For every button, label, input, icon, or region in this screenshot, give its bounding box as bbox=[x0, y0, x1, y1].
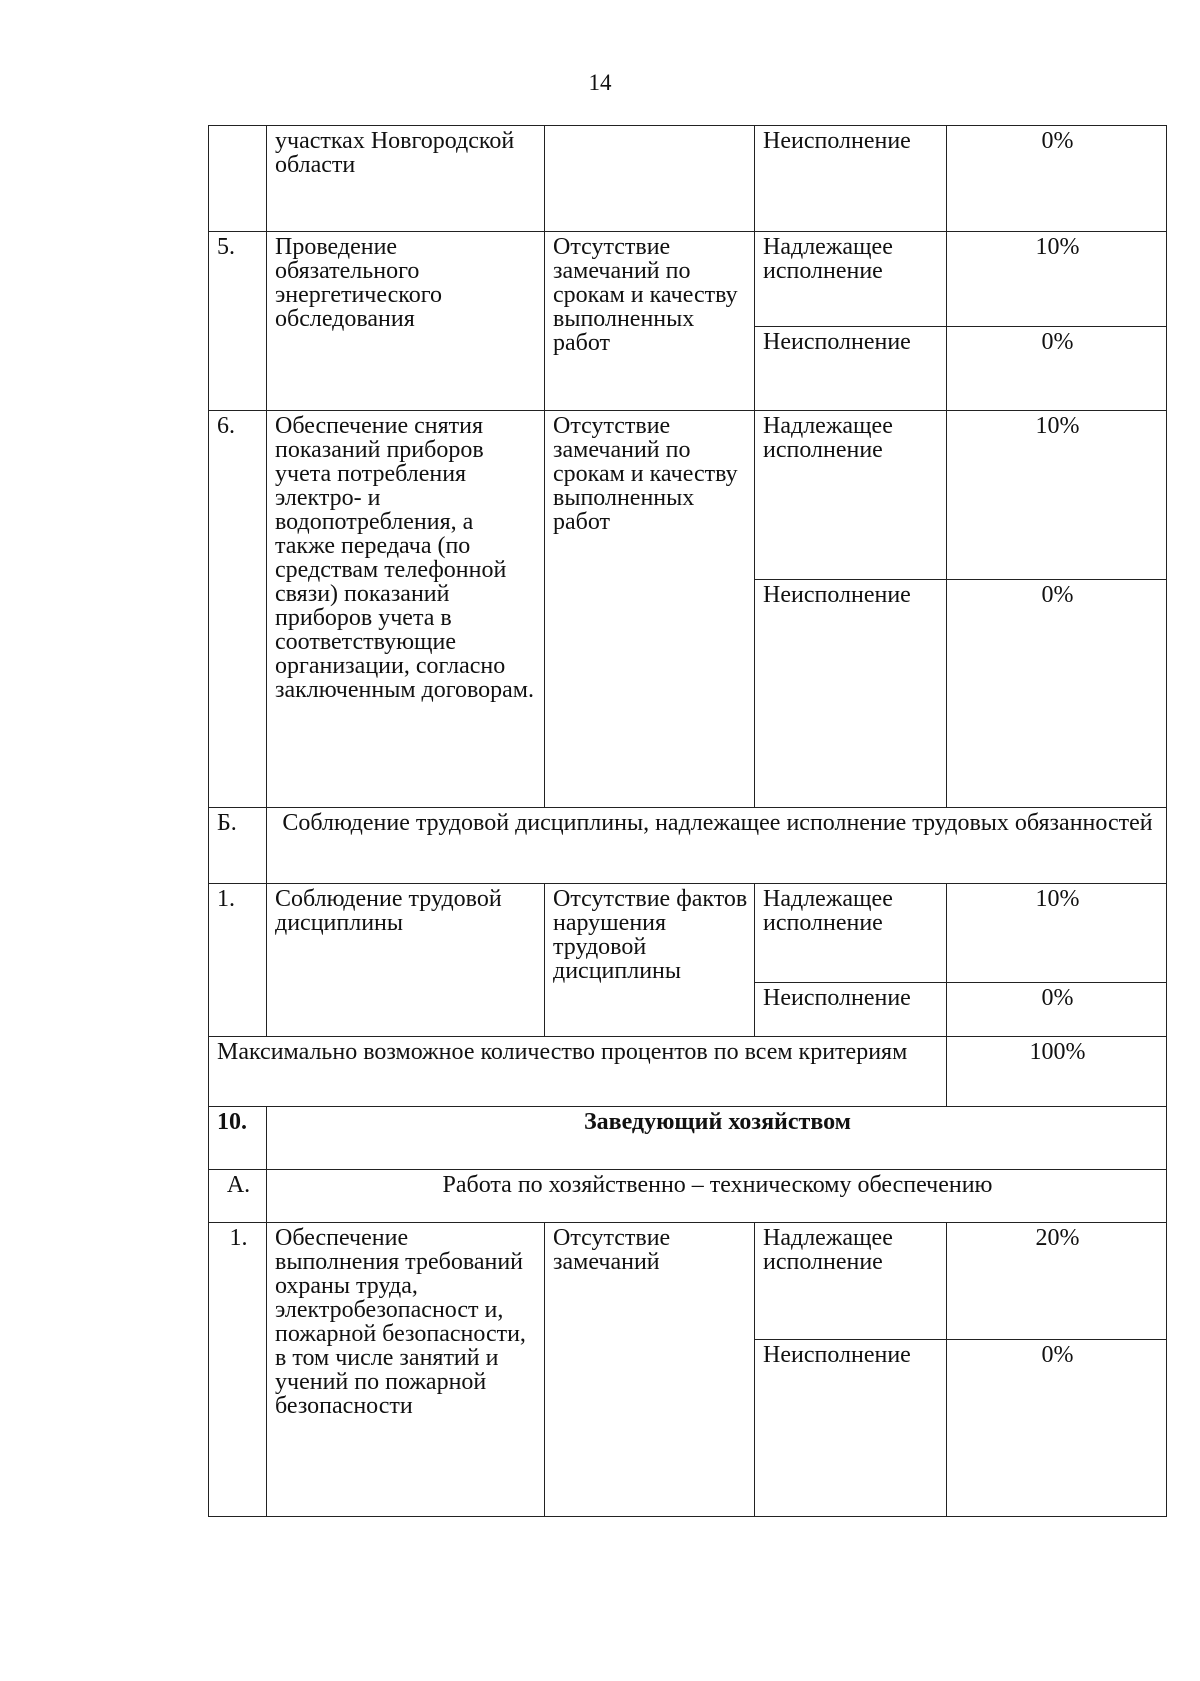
page-number: 14 bbox=[588, 70, 612, 95]
grade-cell: Надлежащее исполнение bbox=[755, 884, 947, 983]
indicator-cell bbox=[545, 126, 755, 232]
table-row bbox=[209, 411, 1167, 580]
percent-cell: 0% bbox=[947, 327, 1167, 411]
grade-cell: Надлежащее исполнение bbox=[755, 1223, 947, 1340]
percent-cell: 10% bbox=[947, 232, 1167, 327]
indicator-cell: Отсутствие замечаний bbox=[545, 1223, 755, 1517]
row-number: 1. bbox=[209, 1223, 267, 1517]
criterion-cell: Проведение обязательного энергетического обследования bbox=[267, 232, 545, 411]
position-number: 10. bbox=[209, 1107, 267, 1170]
grade-cell: Неисполнение bbox=[755, 126, 947, 232]
criterion-cell: Соблюдение трудовой дисциплины bbox=[267, 884, 545, 1037]
criterion-cell: Обеспечение выполнения требований охраны труда, электробезопасност и, пожарной безопасности, в том числе занятий и учений по пожарной безопасности bbox=[267, 1223, 545, 1517]
table-row bbox=[209, 126, 1167, 232]
percent-cell: 10% bbox=[947, 884, 1167, 983]
grade-cell: Неисполнение bbox=[755, 327, 947, 411]
percent-cell: 0% bbox=[947, 126, 1167, 232]
position-title: Заведующий хозяйством bbox=[267, 1107, 1167, 1170]
criteria-table bbox=[208, 125, 1167, 1517]
section-header-row bbox=[209, 808, 1167, 884]
table-row bbox=[209, 232, 1167, 327]
row-number bbox=[209, 126, 267, 232]
indicator-cell: Отсутствие фактов нарушения трудовой дисциплины bbox=[545, 884, 755, 1037]
grade-cell: Надлежащее исполнение bbox=[755, 411, 947, 580]
position-header-row bbox=[209, 1107, 1167, 1170]
indicator-cell: Отсутствие замечаний по срокам и качеству выполненных работ bbox=[545, 232, 755, 411]
row-number: 5. bbox=[209, 232, 267, 411]
table-row bbox=[209, 884, 1167, 983]
table-row bbox=[209, 1223, 1167, 1340]
criterion-cell: участках Новгородской области bbox=[267, 126, 545, 232]
section-letter: Б. bbox=[209, 808, 267, 884]
indicator-cell: Отсутствие замечаний по срокам и качеству выполненных работ bbox=[545, 411, 755, 808]
percent-cell: 20% bbox=[947, 1223, 1167, 1340]
percent-cell: 0% bbox=[947, 1340, 1167, 1517]
section-title: Соблюдение трудовой дисциплины, надлежащее исполнение трудовых обязанностей bbox=[267, 808, 1167, 884]
grade-cell: Неисполнение bbox=[755, 1340, 947, 1517]
total-row bbox=[209, 1037, 1167, 1107]
section-header-row bbox=[209, 1170, 1167, 1223]
section-letter: А. bbox=[209, 1170, 267, 1223]
row-number: 1. bbox=[209, 884, 267, 1037]
grade-cell: Надлежащее исполнение bbox=[755, 232, 947, 327]
section-title: Работа по хозяйственно – техническому обеспечению bbox=[267, 1170, 1167, 1223]
total-label: Максимально возможное количество процентов по всем критериям bbox=[209, 1037, 947, 1107]
percent-cell: 0% bbox=[947, 983, 1167, 1037]
percent-cell: 0% bbox=[947, 580, 1167, 808]
total-percent: 100% bbox=[947, 1037, 1167, 1107]
grade-cell: Неисполнение bbox=[755, 983, 947, 1037]
criterion-cell: Обеспечение снятия показаний приборов учета потребления электро- и водопотребления, а также передача (по средствам телефонной связи) показаний приборов учета в соответствующие организации, согласно заключенным договорам. bbox=[267, 411, 545, 808]
grade-cell: Неисполнение bbox=[755, 580, 947, 808]
row-number: 6. bbox=[209, 411, 267, 808]
percent-cell: 10% bbox=[947, 411, 1167, 580]
